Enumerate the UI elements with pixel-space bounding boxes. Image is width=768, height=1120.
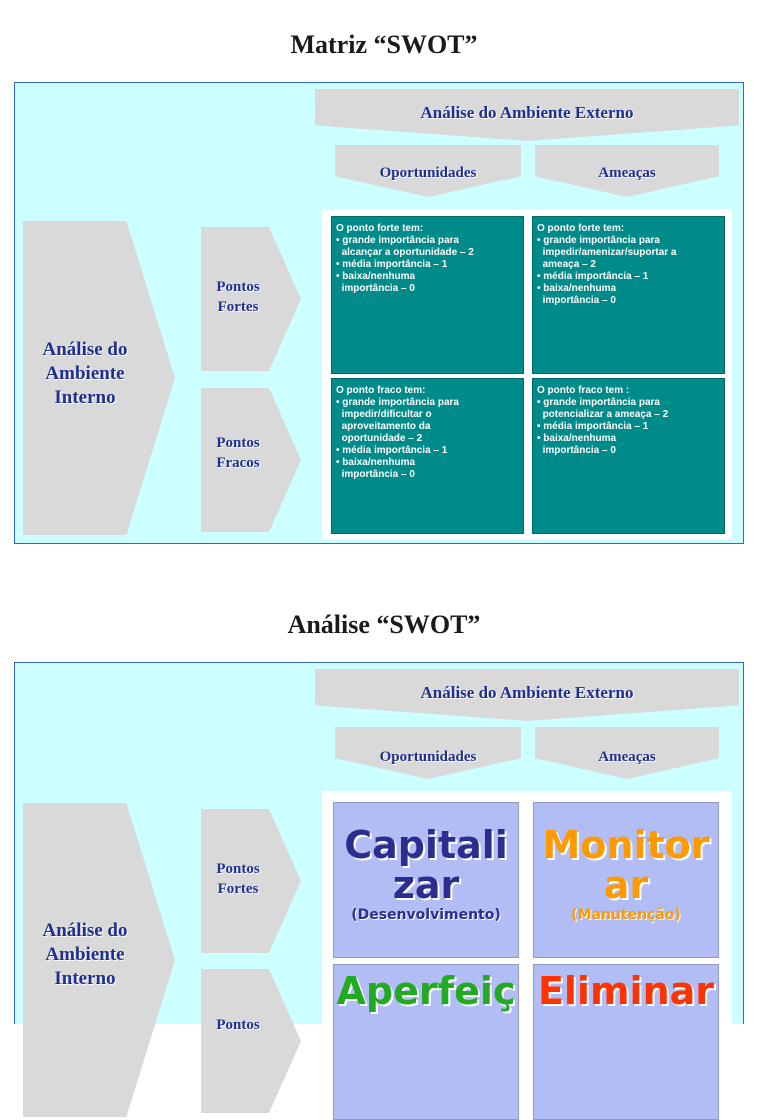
monitor-word: Monitorar [542, 823, 710, 907]
weaknesses-label-line-1: Pontos [216, 435, 260, 451]
cell-line: ameaça – 2 [537, 259, 596, 270]
cell-weakness-threat [532, 378, 725, 534]
cell-line: • grande importância para [336, 397, 459, 408]
cell-line: alcançar a oportunidade – 2 [336, 247, 474, 258]
improve-word: Aperfeiç [336, 969, 516, 1013]
threats-label: Ameaças [598, 165, 656, 181]
cell-line: • baixa/nenhuma [537, 283, 617, 294]
internal-label-line-3: Interno [54, 387, 116, 408]
strengths-label [201, 859, 275, 899]
cell-weakness-opportunity [331, 378, 524, 534]
threats-label: Ameaças [598, 749, 656, 765]
cell-line: potencializar a ameaça – 2 [537, 409, 669, 420]
cell-line: importância – 0 [336, 469, 415, 480]
matrix-title: Matriz “SWOT” [290, 30, 478, 59]
weaknesses-label [201, 1015, 275, 1035]
cell-line: O ponto forte tem: [537, 223, 625, 234]
internal-label-line-1: Análise do [42, 339, 128, 360]
eliminate-word: Eliminar [537, 969, 715, 1013]
strengths-label-line-2: Fortes [217, 881, 259, 897]
cell-capitalize [333, 802, 519, 958]
capitalize-subtitle: (Desenvolvimento) [351, 907, 501, 923]
weaknesses-label-line-2: Fracos [216, 455, 260, 471]
monitor-subtitle: (Manutenção) [571, 907, 681, 923]
internal-label-line-2: Ambiente [45, 363, 125, 384]
opportunities-label: Oportunidades [379, 165, 477, 181]
cell-line: O ponto forte tem: [336, 223, 424, 234]
weaknesses-arrow [201, 969, 301, 1113]
internal-environment-label [23, 338, 147, 410]
cell-line: • média importância – 1 [336, 445, 448, 456]
analysis-title: Análise “SWOT” [287, 610, 481, 639]
cell-line: • média importância – 1 [336, 259, 448, 270]
strengths-label [201, 277, 275, 317]
cell-line: impedir/amenizar/suportar a [537, 247, 677, 258]
strengths-label-line-1: Pontos [216, 861, 260, 877]
weaknesses-label [201, 433, 275, 473]
cell-line: oportunidade – 2 [336, 433, 423, 444]
internal-environment-label [23, 919, 147, 991]
cell-improve [333, 964, 519, 1120]
internal-label-line-3: Interno [54, 968, 116, 989]
cell-line: • grande importância para [537, 397, 660, 408]
cell-line: impedir/dificultar o [336, 409, 432, 420]
cell-line: • baixa/nenhuma [336, 271, 416, 282]
cell-monitor [533, 802, 719, 958]
cell-line: • média importância – 1 [537, 421, 649, 432]
cell-eliminate [533, 964, 719, 1120]
matrix-panel [14, 82, 744, 544]
cell-line: • grande importância para [336, 235, 459, 246]
external-environment-label: Análise do Ambiente Externo [420, 683, 634, 702]
capitalize-word: Capitalizar [344, 823, 508, 907]
cell-line: • baixa/nenhuma [537, 433, 617, 444]
external-environment-label: Análise do Ambiente Externo [420, 103, 634, 122]
cell-line: importância – 0 [537, 445, 616, 456]
cell-line: aproveitamento da [336, 421, 431, 432]
strengths-label-line-1: Pontos [216, 279, 260, 295]
cell-strength-opportunity [331, 216, 524, 374]
internal-label-line-1: Análise do [42, 920, 128, 941]
strengths-label-line-2: Fortes [217, 299, 259, 315]
internal-label-line-2: Ambiente [45, 944, 125, 965]
cell-line: • baixa/nenhuma [336, 457, 416, 468]
cell-line: O ponto fraco tem : [537, 385, 630, 396]
cell-line: importância – 0 [336, 283, 415, 294]
weaknesses-label-line-1: Pontos [216, 1017, 260, 1033]
opportunities-label: Oportunidades [379, 749, 477, 765]
cell-line: O ponto fraco tem: [336, 385, 426, 396]
cell-line: importância – 0 [537, 295, 616, 306]
cell-strength-threat [532, 216, 725, 374]
cell-line: • grande importância para [537, 235, 660, 246]
cell-line: • média importância – 1 [537, 271, 649, 282]
analysis-panel [14, 662, 744, 1033]
